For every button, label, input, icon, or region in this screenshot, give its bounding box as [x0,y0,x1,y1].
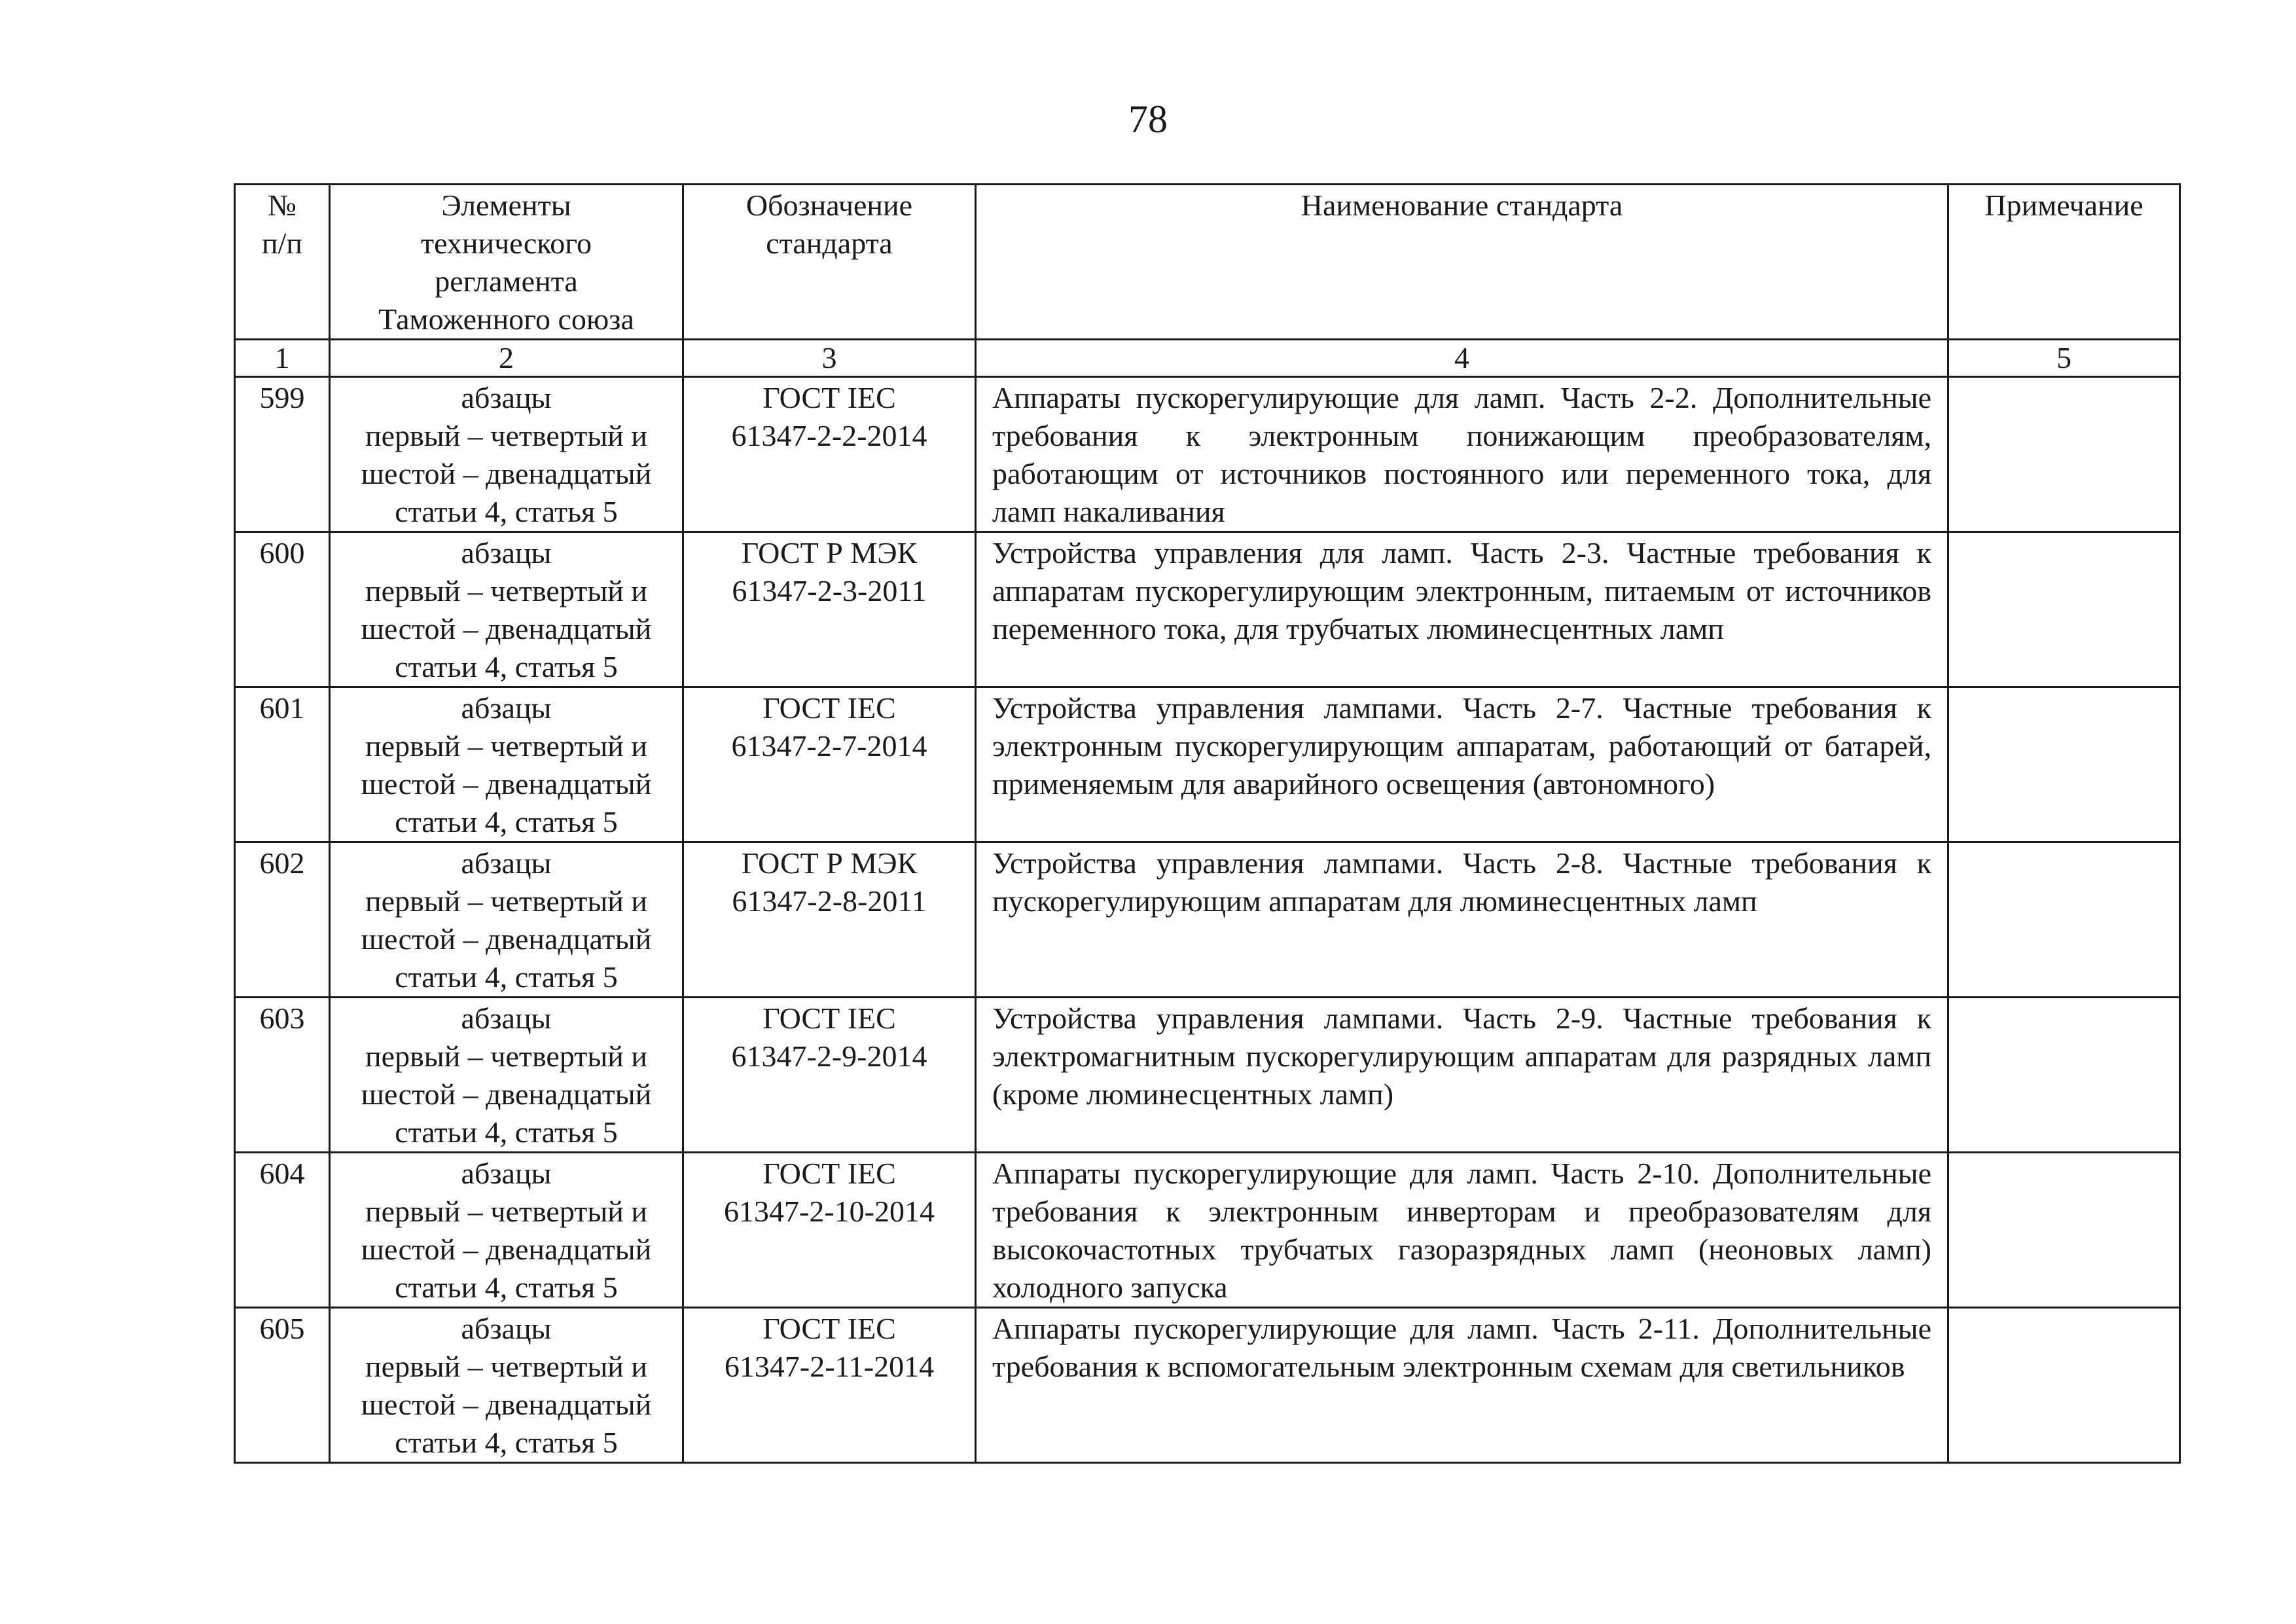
row-standard-code [683,998,976,1153]
row-regulation-elements-line: шестой – двенадцатый [361,612,652,645]
row-regulation-elements-line: шестой – двенадцатый [361,1077,652,1111]
row-number: 605 [235,1308,330,1463]
row-note [1948,532,2180,687]
row-standard-code-line: 61347-2-8-2011 [732,884,927,918]
row-regulation-elements [330,1153,683,1308]
row-regulation-elements [330,1308,683,1463]
row-number: 604 [235,1153,330,1308]
row-regulation-elements-line: шестой – двенадцатый [361,767,652,801]
standards-table [234,183,2181,1464]
row-regulation-elements-line: первый – четвертый и [365,574,647,607]
row-regulation-elements [330,998,683,1153]
row-standard-code-line: ГОСТ IEC [762,1001,896,1035]
row-standard-code-line: ГОСТ Р МЭК [741,846,918,880]
column-number: 4 [976,340,1948,377]
row-standard-code [683,842,976,998]
row-standard-name: Аппараты пускорегулирующие для ламп. Часть 2-11. Дополнительные требования к вспомогательным электронным схемам для светильников [976,1308,1948,1463]
row-regulation-elements-line: шестой – двенадцатый [361,1233,652,1266]
row-standard-code-line: ГОСТ IEC [762,1157,896,1190]
header-elements-line: технического [421,226,592,260]
row-note [1948,1308,2180,1463]
row-regulation-elements-line: статьи 4, статья 5 [395,495,618,528]
row-standard-code [683,1308,976,1463]
column-numbers-row [235,340,2180,377]
header-elements-line: Элементы [441,189,571,222]
row-note [1948,998,2180,1153]
table-row [235,1153,2180,1308]
row-regulation-elements-line: статьи 4, статья 5 [395,805,618,839]
row-standard-code-line: 61347-2-9-2014 [731,1039,927,1073]
table-header-row [235,185,2180,340]
table-body [235,377,2180,1463]
row-regulation-elements-line: первый – четвертый и [365,729,647,763]
row-standard-code-line: ГОСТ IEC [762,381,896,414]
row-regulation-elements-line: статьи 4, статья 5 [395,960,618,994]
header-code-line: стандарта [766,226,893,260]
row-note [1948,377,2180,532]
row-standard-code-line: 61347-2-10-2014 [724,1195,935,1228]
table-row [235,842,2180,998]
row-regulation-elements-line: шестой – двенадцатый [361,1388,652,1421]
table-row [235,1308,2180,1463]
row-regulation-elements-line: первый – четвертый и [365,884,647,918]
header-elements-line: Таможенного союза [378,302,634,336]
row-regulation-elements-line: первый – четвертый и [365,1350,647,1383]
row-standard-code-line: 61347-2-2-2014 [731,419,927,452]
row-note [1948,1153,2180,1308]
row-standard-name: Устройства управления лампами. Часть 2-8. Частные требования к пускорегулирующим аппаратам для люминесцентных ламп [976,842,1948,998]
row-standard-code-line: 61347-2-7-2014 [731,729,927,763]
column-number: 5 [1948,340,2180,377]
row-regulation-elements-line: статьи 4, статья 5 [395,1426,618,1459]
row-regulation-elements-line: абзацы [461,691,552,725]
column-number: 2 [330,340,683,377]
row-regulation-elements [330,377,683,532]
table-row [235,532,2180,687]
table-row [235,687,2180,842]
row-regulation-elements-line: абзацы [461,1157,552,1190]
row-regulation-elements [330,842,683,998]
row-regulation-elements-line: шестой – двенадцатый [361,457,652,490]
row-number: 603 [235,998,330,1153]
row-number: 599 [235,377,330,532]
table-row [235,377,2180,532]
row-note [1948,687,2180,842]
column-number: 3 [683,340,976,377]
row-number: 600 [235,532,330,687]
row-regulation-elements [330,687,683,842]
page-number: 78 [1128,98,1168,141]
row-regulation-elements-line: шестой – двенадцатый [361,922,652,956]
header-note: Примечание [1948,185,2180,340]
header-code-line: Обозначение [745,189,913,222]
row-regulation-elements-line: первый – четвертый и [365,1039,647,1073]
header-num-line: п/п [261,226,302,260]
header-name: Наименование стандарта [976,185,1948,340]
row-standard-code-line: ГОСТ IEC [762,1312,896,1345]
row-regulation-elements-line: первый – четвертый и [365,419,647,452]
row-standard-name: Устройства управления для ламп. Часть 2-3. Частные требования к аппаратам пускорегулирующим электронным, питаемым от источников переменного тока, для трубчатых люминесцентных ламп [976,532,1948,687]
header-num [235,185,330,340]
row-standard-code-line: 61347-2-11-2014 [724,1350,935,1383]
row-regulation-elements-line: абзацы [461,381,552,414]
row-number: 602 [235,842,330,998]
row-regulation-elements [330,532,683,687]
row-standard-name: Аппараты пускорегулирующие для ламп. Часть 2-2. Дополнительные требования к электронным понижающим преобразователям, работающим от источников постоянного или переменного тока, для ламп накаливания [976,377,1948,532]
header-elements [330,185,683,340]
row-standard-code-line: 61347-2-3-2011 [732,574,927,607]
header-num-line: № [268,189,296,222]
table-row [235,998,2180,1153]
row-standard-code [683,687,976,842]
column-number: 1 [235,340,330,377]
row-standard-code-line: ГОСТ IEC [762,691,896,725]
header-elements-line: регламента [435,264,578,298]
row-standard-code [683,1153,976,1308]
row-standard-code [683,532,976,687]
row-regulation-elements-line: статьи 4, статья 5 [395,650,618,683]
row-standard-name: Устройства управления лампами. Часть 2-7. Частные требования к электронным пускорегулирующим аппаратам, работающий от батарей, применяемым для аварийного освещения (автономного) [976,687,1948,842]
row-regulation-elements-line: абзацы [461,1001,552,1035]
header-code [683,185,976,340]
row-regulation-elements-line: статьи 4, статья 5 [395,1271,618,1304]
row-standard-name: Аппараты пускорегулирующие для ламп. Часть 2-10. Дополнительные требования к электронным инверторам и преобразователям для высокочастотных трубчатых газоразрядных ламп (неоновых ламп) холодного запуска [976,1153,1948,1308]
row-note [1948,842,2180,998]
row-regulation-elements-line: абзацы [461,1312,552,1345]
row-regulation-elements-line: абзацы [461,846,552,880]
row-standard-code-line: ГОСТ Р МЭК [741,536,918,569]
row-standard-name: Устройства управления лампами. Часть 2-9. Частные требования к электромагнитным пускорегулирующим аппаратам для разрядных ламп (кроме люминесцентных ламп) [976,998,1948,1153]
row-regulation-elements-line: статьи 4, статья 5 [395,1115,618,1149]
row-number: 601 [235,687,330,842]
row-regulation-elements-line: абзацы [461,536,552,569]
row-regulation-elements-line: первый – четвертый и [365,1195,647,1228]
row-standard-code [683,377,976,532]
